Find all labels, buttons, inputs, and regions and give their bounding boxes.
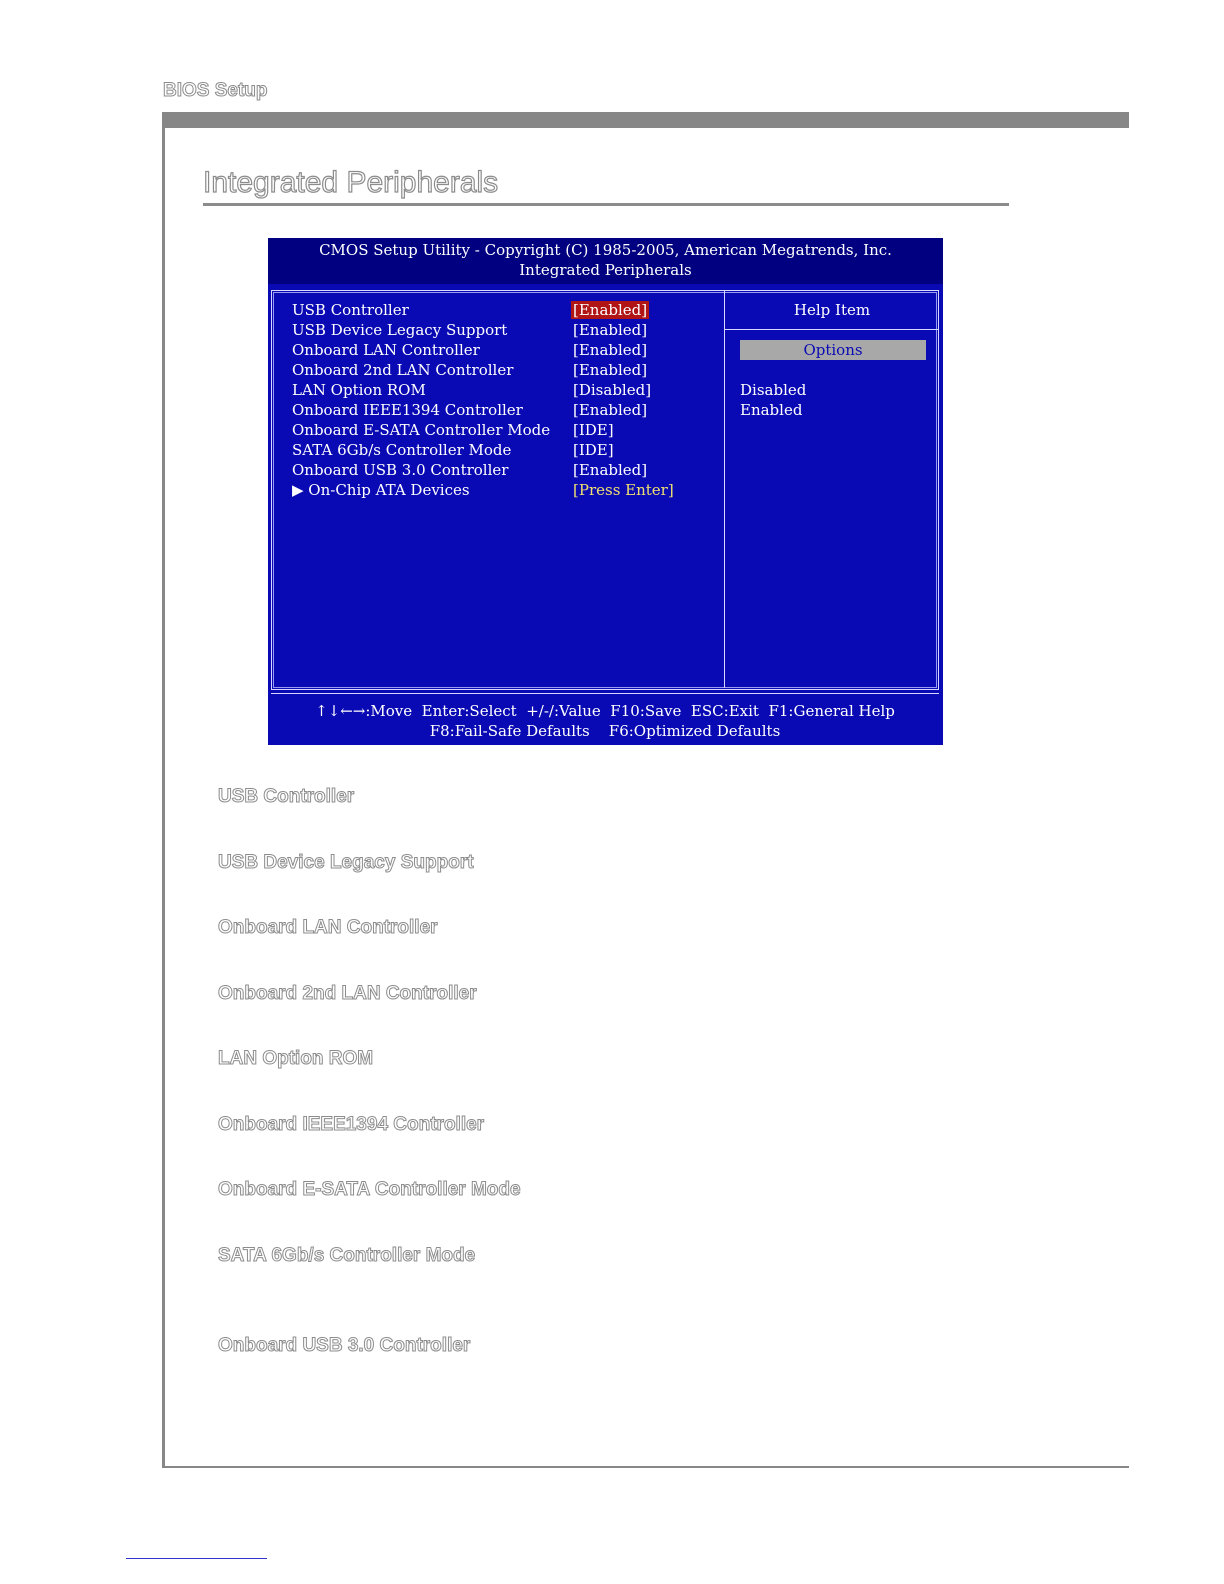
menu-value[interactable]: [IDE] bbox=[573, 421, 614, 439]
desc-heading-sata-6gb-mode: SATA 6Gb/s Controller Mode bbox=[218, 1245, 476, 1266]
desc-heading-lan-option-rom: LAN Option ROM bbox=[218, 1048, 374, 1069]
menu-label: Onboard E-SATA Controller Mode bbox=[292, 421, 551, 439]
menu-row-on-chip-ata[interactable] bbox=[292, 481, 712, 501]
desc-heading-ieee1394: Onboard IEEE1394 Controller bbox=[218, 1114, 485, 1135]
menu-row-onboard-2nd-lan[interactable] bbox=[292, 361, 712, 381]
footer-keys-line1: ↑↓←→:Move Enter:Select +/-/:Value F10:Save ESC:Exit F1:General Help bbox=[315, 702, 895, 720]
menu-value[interactable]: [Press Enter] bbox=[573, 481, 674, 499]
desc-heading-esata-mode: Onboard E-SATA Controller Mode bbox=[218, 1179, 521, 1200]
section-underline bbox=[203, 203, 1009, 206]
menu-row-sata-6gb-mode[interactable] bbox=[292, 441, 712, 461]
menu-value[interactable]: [Enabled] bbox=[573, 461, 648, 479]
desc-heading-usb-controller: USB Controller bbox=[218, 786, 355, 807]
desc-heading-onboard-lan: Onboard LAN Controller bbox=[218, 917, 438, 938]
desc-heading-usb-legacy: USB Device Legacy Support bbox=[218, 852, 474, 873]
menu-row-lan-option-rom[interactable] bbox=[292, 381, 712, 401]
top-bar bbox=[163, 112, 1129, 128]
menu-value[interactable]: [Enabled] bbox=[573, 301, 648, 319]
bios-footer bbox=[271, 693, 939, 746]
menu-value[interactable]: [Enabled] bbox=[573, 401, 648, 419]
options-label: Options bbox=[740, 340, 926, 360]
header-label: BIOS Setup bbox=[163, 80, 268, 101]
menu-label: USB Controller bbox=[292, 301, 409, 319]
footer-keys-line2: F8:Fail-Safe Defaults F6:Optimized Defaults bbox=[429, 722, 781, 740]
menu-value[interactable]: [Enabled] bbox=[573, 321, 648, 339]
desc-heading-usb3: Onboard USB 3.0 Controller bbox=[218, 1335, 471, 1356]
menu-label: USB Device Legacy Support bbox=[292, 321, 508, 339]
menu-value[interactable]: [Disabled] bbox=[573, 381, 652, 399]
menu-label: Onboard USB 3.0 Controller bbox=[292, 461, 509, 479]
menu-value[interactable]: [IDE] bbox=[573, 441, 614, 459]
menu-label: SATA 6Gb/s Controller Mode bbox=[292, 441, 512, 459]
bios-title-line2: Integrated Peripherals bbox=[519, 261, 692, 279]
help-title: Help Item bbox=[793, 301, 871, 319]
bios-divider bbox=[724, 290, 725, 688]
bios-screenshot bbox=[268, 238, 943, 745]
help-separator bbox=[725, 329, 938, 330]
menu-label: Onboard IEEE1394 Controller bbox=[292, 401, 523, 419]
menu-label: LAN Option ROM bbox=[292, 381, 426, 399]
help-option: Enabled bbox=[740, 401, 803, 419]
desc-heading-onboard-2nd-lan: Onboard 2nd LAN Controller bbox=[218, 983, 477, 1004]
bios-titlebar bbox=[268, 238, 943, 284]
menu-row-usb-controller[interactable] bbox=[292, 301, 712, 321]
left-rule bbox=[162, 112, 165, 1468]
footer-link-rule bbox=[126, 1558, 267, 1559]
menu-row-ieee1394[interactable] bbox=[292, 401, 712, 421]
section-title: Integrated Peripherals bbox=[203, 166, 499, 199]
menu-row-usb3[interactable] bbox=[292, 461, 712, 481]
menu-value[interactable]: [Enabled] bbox=[573, 341, 648, 359]
menu-label: Onboard LAN Controller bbox=[292, 341, 480, 359]
menu-row-usb-legacy[interactable] bbox=[292, 321, 712, 341]
bios-title-line1: CMOS Setup Utility - Copyright (C) 1985-2005, American Megatrends, Inc. bbox=[319, 241, 892, 259]
menu-value[interactable]: [Enabled] bbox=[573, 361, 648, 379]
help-option: Disabled bbox=[740, 381, 807, 399]
menu-row-esata-mode[interactable] bbox=[292, 421, 712, 441]
menu-row-onboard-lan[interactable] bbox=[292, 341, 712, 361]
menu-label: ▶ On-Chip ATA Devices bbox=[292, 481, 470, 499]
menu-label: Onboard 2nd LAN Controller bbox=[292, 361, 514, 379]
bottom-rule bbox=[163, 1466, 1129, 1468]
